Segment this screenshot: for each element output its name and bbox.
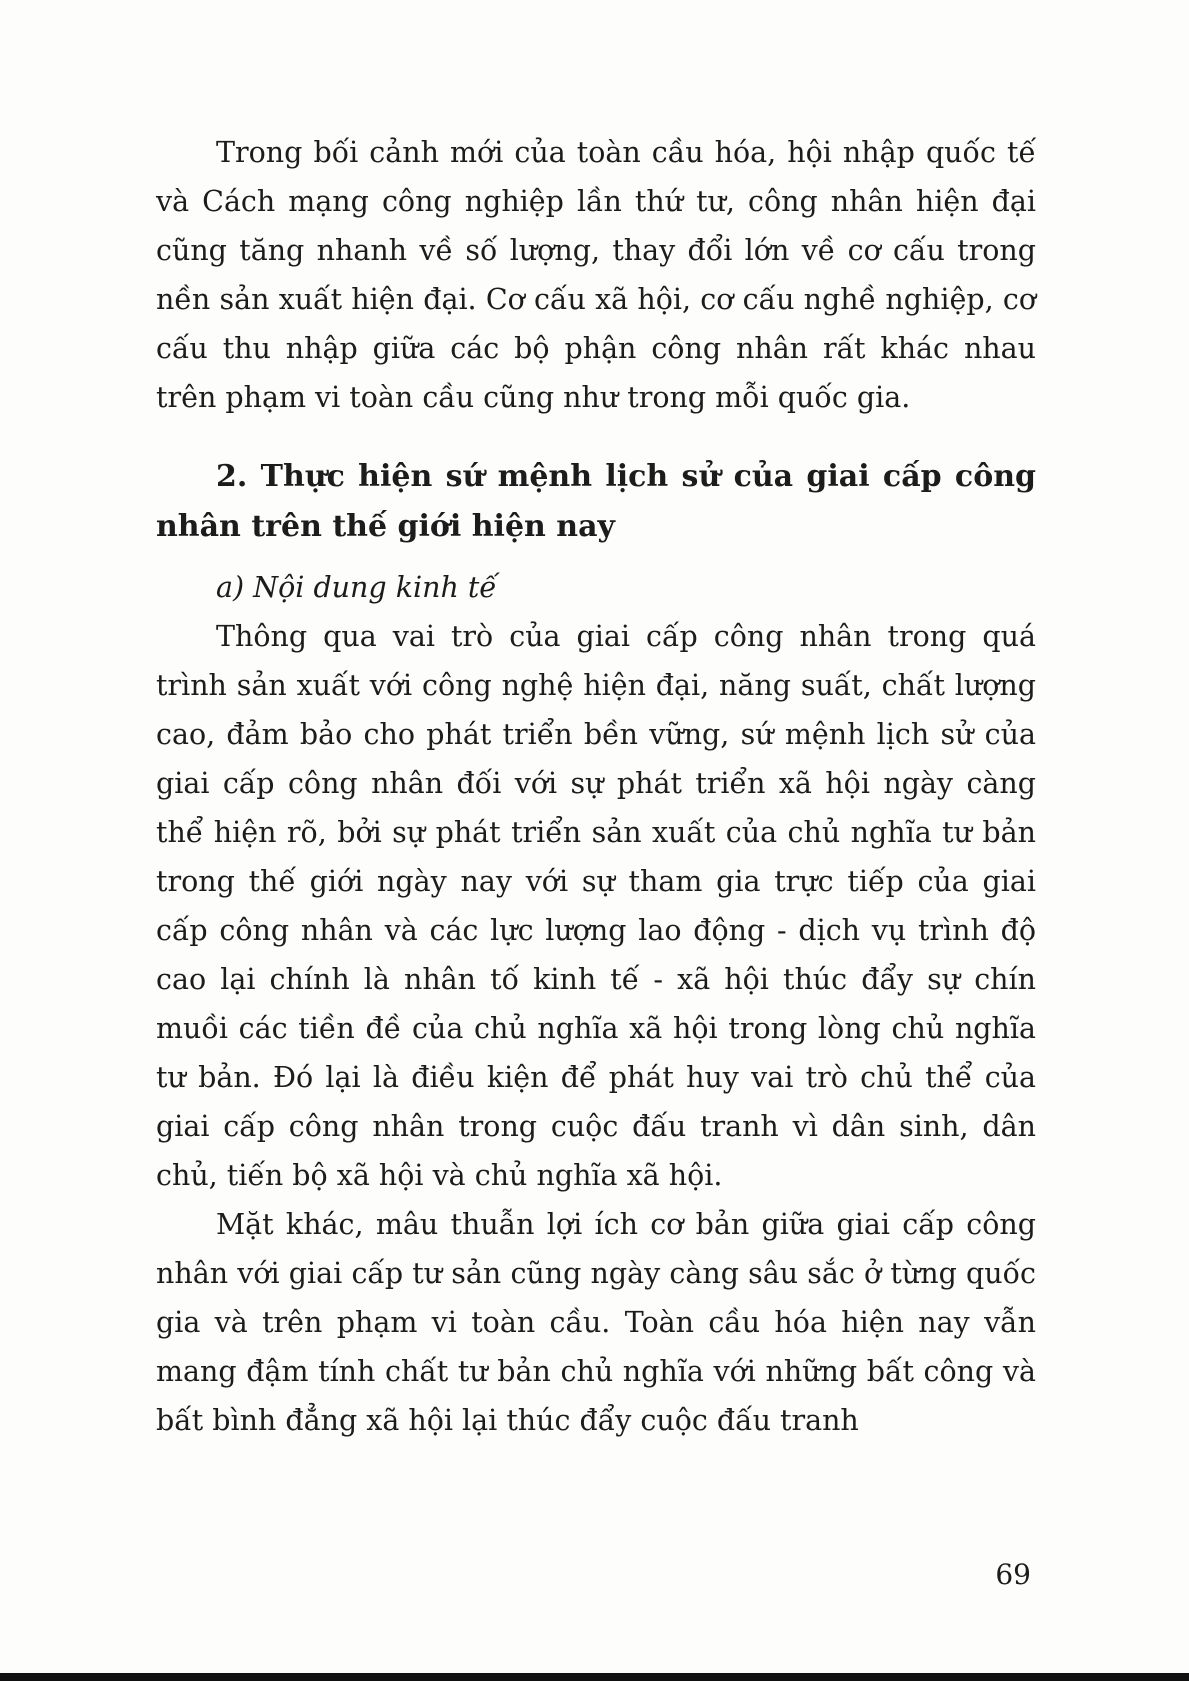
page-number: 69	[995, 1558, 1031, 1591]
paragraph-economic: Thông qua vai trò của giai cấp công nhân trong quá trình sản xuất với công nghệ hiện đại, năng suất, chất lượng cao, đảm bảo cho phát triển bền vững, sứ mệnh lịch sử của giai cấp công nhân đối với sự phát triển xã hội ngày càng thể hiện rõ, bởi sự phát triển sản xuất của chủ nghĩa tư bản trong thế giới ngày nay với sự tham gia trực tiếp của giai cấp công nhân và các lực lượng lao động - dịch vụ trình độ cao lại chính là nhân tố kinh tế - xã hội thúc đẩy sự chín muồi các tiền đề của chủ nghĩa xã hội trong lòng chủ nghĩa tư bản. Đó lại là điều kiện để phát huy vai trò chủ thể của giai cấp công nhân trong cuộc đấu tranh vì dân sinh, dân chủ, tiến bộ xã hội và chủ nghĩa xã hội.	[156, 620, 1036, 1192]
scan-edge	[0, 1673, 1189, 1681]
section-heading: 2. Thực hiện sứ mệnh lịch sử của giai cấp công nhân trên thế giới hiện nay	[156, 459, 1036, 544]
subsection-heading: a) Nội dung kinh tế	[216, 571, 497, 604]
paragraph-intro: Trong bối cảnh mới của toàn cầu hóa, hội nhập quốc tế và Cách mạng công nghiệp lần thứ tư, công nhân hiện đại cũng tăng nhanh về số lượng, thay đổi lớn về cơ cấu trong nền sản xuất hiện đại. Cơ cấu xã hội, cơ cấu nghề nghiệp, cơ cấu thu nhập giữa các bộ phận công nhân rất khác nhau trên phạm vi toàn cầu cũng như trong mỗi quốc gia.	[156, 136, 1036, 414]
page-content	[156, 128, 1036, 1445]
paragraph-contradiction: Mặt khác, mâu thuẫn lợi ích cơ bản giữa giai cấp công nhân với giai cấp tư sản cũng ngày càng sâu sắc ở từng quốc gia và trên phạm vi toàn cầu. Toàn cầu hóa hiện nay vẫn mang đậm tính chất tư bản chủ nghĩa với những bất công và bất bình đẳng xã hội lại thúc đẩy cuộc đấu tranh	[156, 1208, 1036, 1437]
